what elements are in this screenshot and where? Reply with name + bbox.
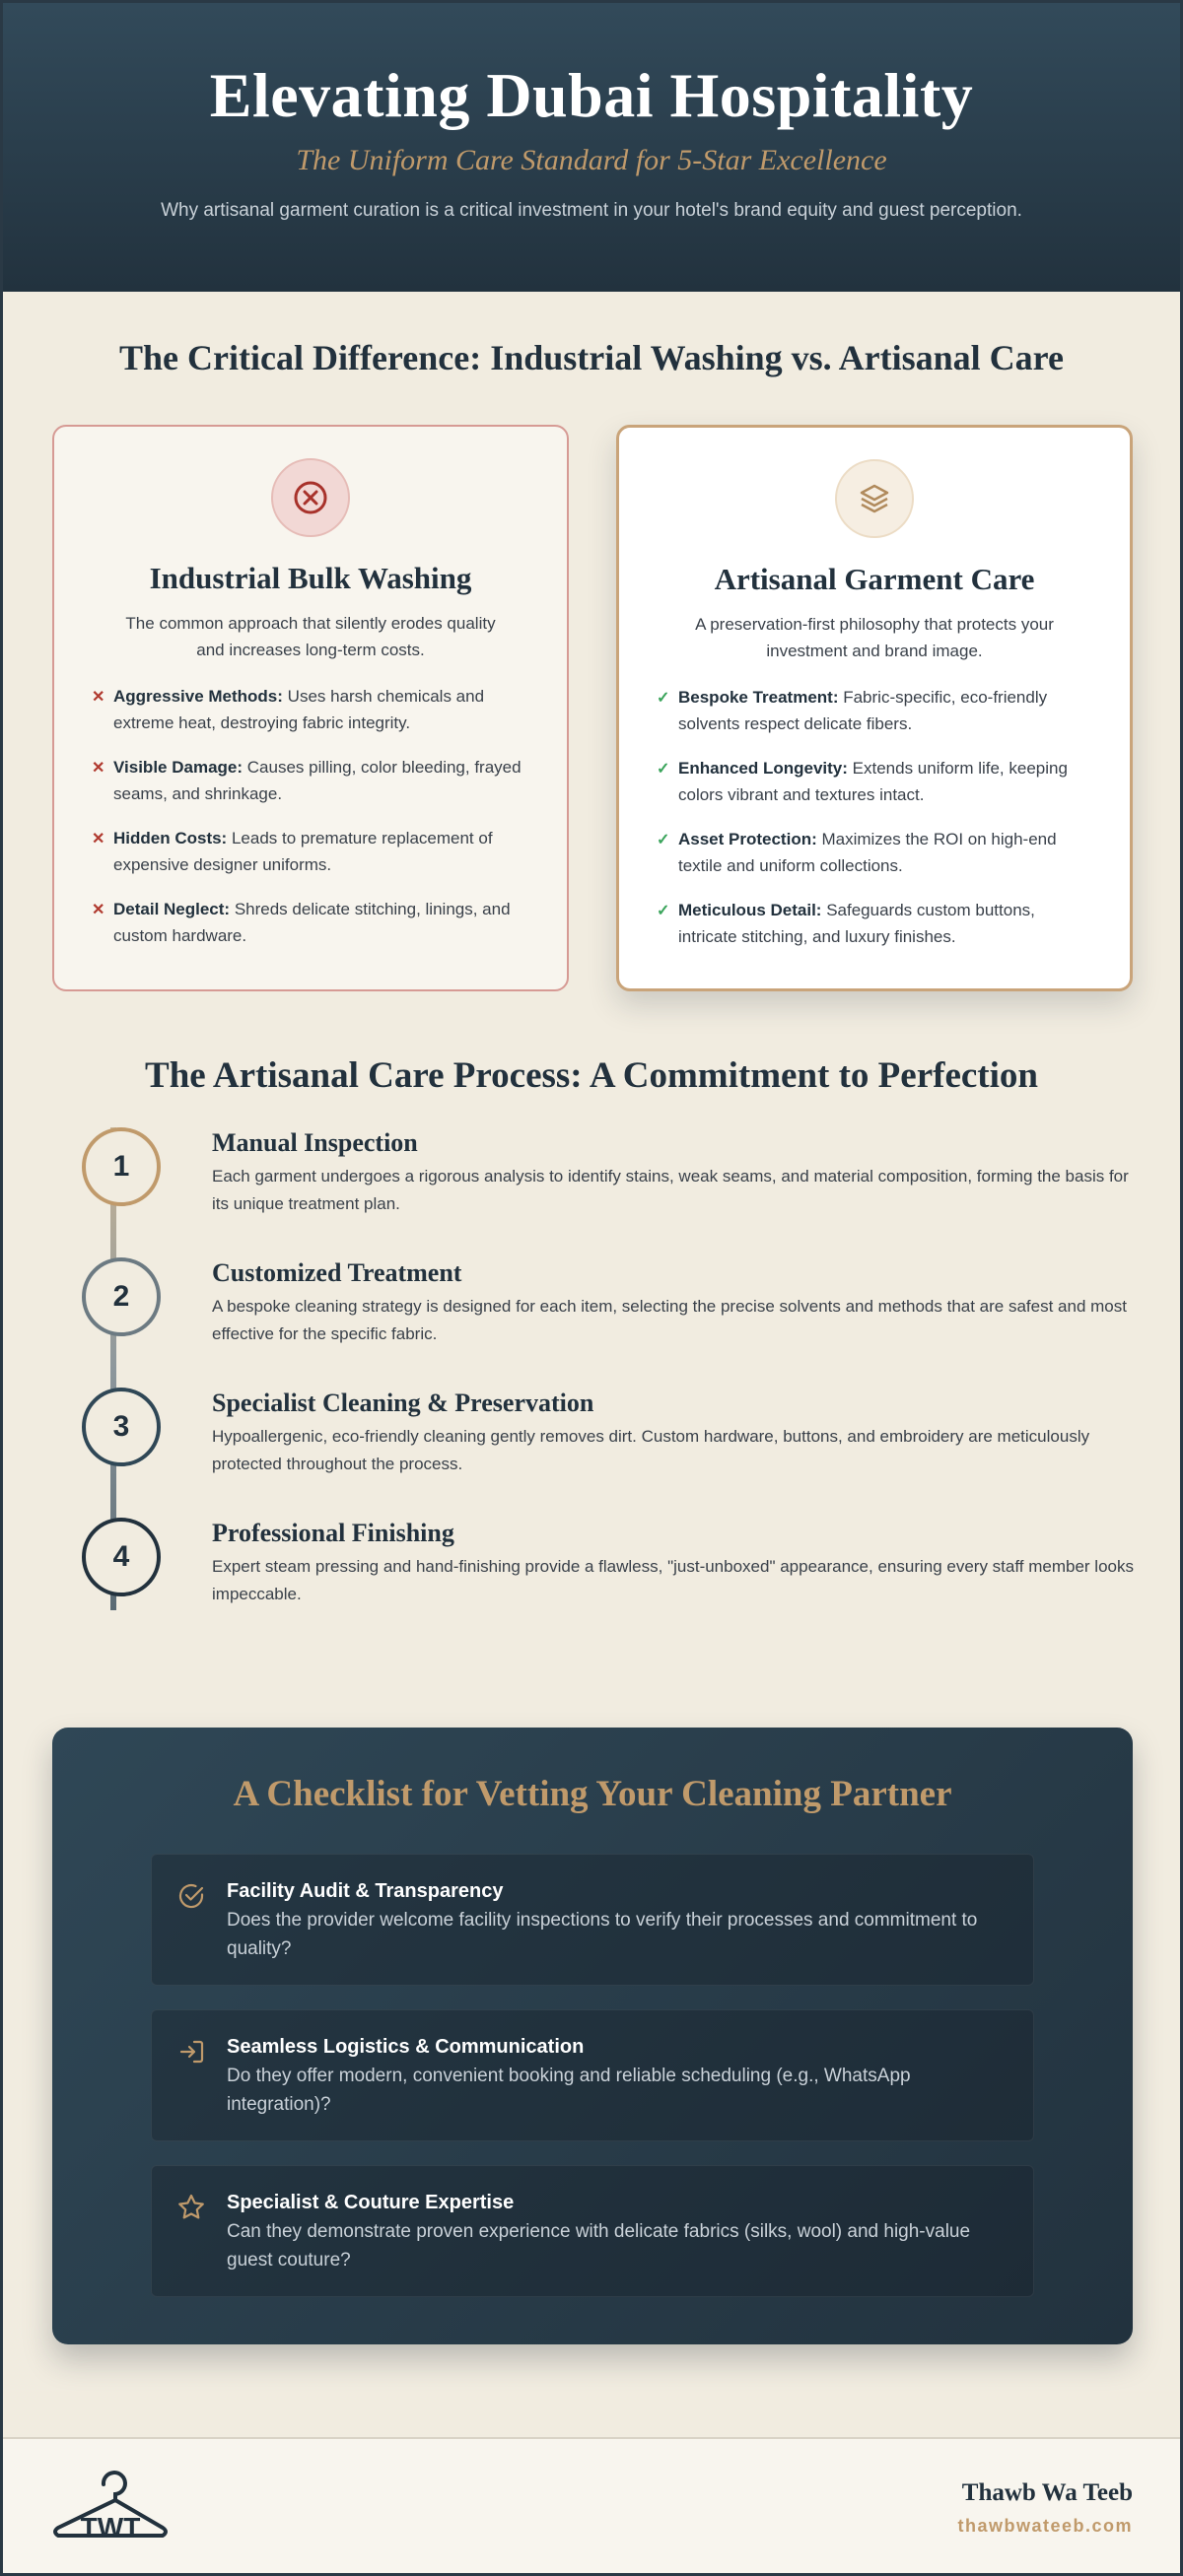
step-number: 3	[82, 1388, 161, 1466]
cross-icon: ✕	[92, 760, 105, 777]
item-text: Extends uniform life, keeping colors vibrant and textures intact.	[678, 759, 1068, 804]
layers-icon	[835, 459, 914, 538]
process-step	[102, 1257, 1137, 1366]
checklist-item-description: Can they demonstrate proven experience with delicate fabrics (silks, wool) and high-value guest couture?	[227, 2221, 971, 2271]
list-item	[657, 684, 1092, 737]
step-number: 1	[82, 1127, 161, 1206]
page-footer	[3, 2437, 1180, 2576]
list-item	[92, 896, 529, 949]
industrial-description: The common approach that silently erodes quality and increases long-term costs.	[125, 614, 496, 659]
item-text: Causes pilling, color bleeding, frayed seams, and shrinkage.	[113, 758, 522, 803]
list-item	[657, 755, 1092, 808]
comparison-title: The Critical Difference: Industrial Washing vs. Artisanal Care	[119, 338, 1064, 377]
item-text: Fabric-specific, eco-friendly solvents respect delicate fibers.	[678, 688, 1048, 733]
logo-lettering: TWT	[80, 2512, 141, 2542]
industrial-card	[52, 425, 569, 991]
checklist-item-title: Facility Audit & Transparency	[227, 1880, 504, 1902]
sign-in-icon	[175, 2036, 207, 2068]
check-icon: ✓	[657, 903, 670, 919]
item-text: Uses harsh chemicals and extreme heat, destroying fabric integrity.	[113, 687, 485, 732]
page-header	[3, 3, 1180, 292]
step-number: 2	[82, 1257, 161, 1336]
process-title: The Artisanal Care Process: A Commitment to Perfection	[145, 1055, 1038, 1096]
page-title: Elevating Dubai Hospitality	[209, 60, 974, 130]
cross-icon: ✕	[92, 831, 105, 847]
list-item	[92, 825, 529, 878]
list-item	[92, 754, 529, 807]
checklist-item-description: Does the provider welcome facility inspections to verify their processes and commitment to quality?	[227, 1910, 978, 1959]
artisanal-description: A preservation-first philosophy that protects your investment and brand image.	[695, 615, 1054, 660]
check-circle-icon	[175, 1880, 207, 1912]
comparison-section	[3, 425, 1180, 991]
item-label: Enhanced Longevity:	[678, 759, 848, 778]
page-subtitle: The Uniform Care Standard for 5-Star Excellence	[296, 144, 887, 176]
artisanal-title: Artisanal Garment Care	[714, 562, 1035, 596]
process-step	[102, 1518, 1137, 1626]
cross-icon: ✕	[92, 689, 105, 706]
checklist-item-description: Do they offer modern, convenient booking and reliable scheduling (e.g., WhatsApp integration)?	[227, 2066, 911, 2115]
item-label: Meticulous Detail:	[678, 901, 822, 919]
checklist-item	[151, 2009, 1034, 2141]
step-description: Each garment undergoes a rigorous analysis to identify stains, weak seams, and material composition, forming the basis for its unique treatment plan.	[212, 1167, 1129, 1213]
check-icon: ✓	[657, 690, 670, 707]
check-icon: ✓	[657, 832, 670, 848]
process-timeline	[102, 1127, 1180, 1620]
x-circle-icon	[271, 458, 350, 537]
artisanal-list	[657, 684, 1092, 950]
item-text: Leads to premature replacement of expensive designer uniforms.	[113, 829, 493, 874]
step-title: Customized Treatment	[212, 1258, 462, 1287]
page-intro: Why artisanal garment curation is a critical investment in your hotel's brand equity and guest perception.	[161, 200, 1022, 221]
industrial-title: Industrial Bulk Washing	[149, 561, 472, 595]
item-label: Visible Damage:	[113, 758, 244, 777]
step-title: Specialist Cleaning & Preservation	[212, 1389, 594, 1417]
step-number: 4	[82, 1518, 161, 1596]
step-description: Expert steam pressing and hand-finishing provide a flawless, "just-unboxed" appearance, ensuring every staff member looks impeccable.	[212, 1557, 1134, 1603]
industrial-list	[92, 683, 529, 949]
checklist-item	[151, 1854, 1034, 1986]
list-item	[657, 897, 1092, 950]
step-description: Hypoallergenic, eco-friendly cleaning gently removes dirt. Custom hardware, buttons, and embroidery are meticulously protected throughout the process.	[212, 1427, 1090, 1473]
step-title: Manual Inspection	[212, 1128, 418, 1157]
step-description: A bespoke cleaning strategy is designed for each item, selecting the precise solvents and methods that are safest and most effective for the specific fabric.	[212, 1297, 1127, 1343]
checklist-title: A Checklist for Vetting Your Cleaning Partner	[233, 1774, 952, 1814]
list-item	[92, 683, 529, 736]
item-label: Bespoke Treatment:	[678, 688, 839, 707]
item-label: Asset Protection:	[678, 830, 817, 848]
checklist-item	[151, 2165, 1034, 2297]
cross-icon: ✕	[92, 902, 105, 918]
item-text: Shreds delicate stitching, linings, and custom hardware.	[113, 900, 511, 945]
process-step	[102, 1388, 1137, 1496]
item-label: Aggressive Methods:	[113, 687, 283, 706]
brand-url[interactable]: thawbwateeb.com	[957, 2516, 1133, 2536]
process-step	[102, 1127, 1137, 1236]
brand-block	[957, 2478, 1133, 2537]
checklist-item-title: Seamless Logistics & Communication	[227, 2036, 585, 2058]
item-label: Hidden Costs:	[113, 829, 228, 847]
step-title: Professional Finishing	[212, 1519, 454, 1547]
artisanal-card	[616, 425, 1133, 991]
checklist-item-title: Specialist & Couture Expertise	[227, 2192, 515, 2213]
star-icon	[175, 2192, 207, 2223]
brand-name: Thawb Wa Teeb	[961, 2479, 1133, 2506]
check-icon: ✓	[657, 761, 670, 778]
item-label: Detail Neglect:	[113, 900, 231, 918]
list-item	[657, 826, 1092, 879]
item-text: Safeguards custom buttons, intricate stitching, and luxury finishes.	[678, 901, 1035, 946]
checklist-panel	[52, 1728, 1133, 2344]
brand-logo	[48, 2467, 173, 2545]
item-text: Maximizes the ROI on high-end textile and uniform collections.	[678, 830, 1057, 875]
